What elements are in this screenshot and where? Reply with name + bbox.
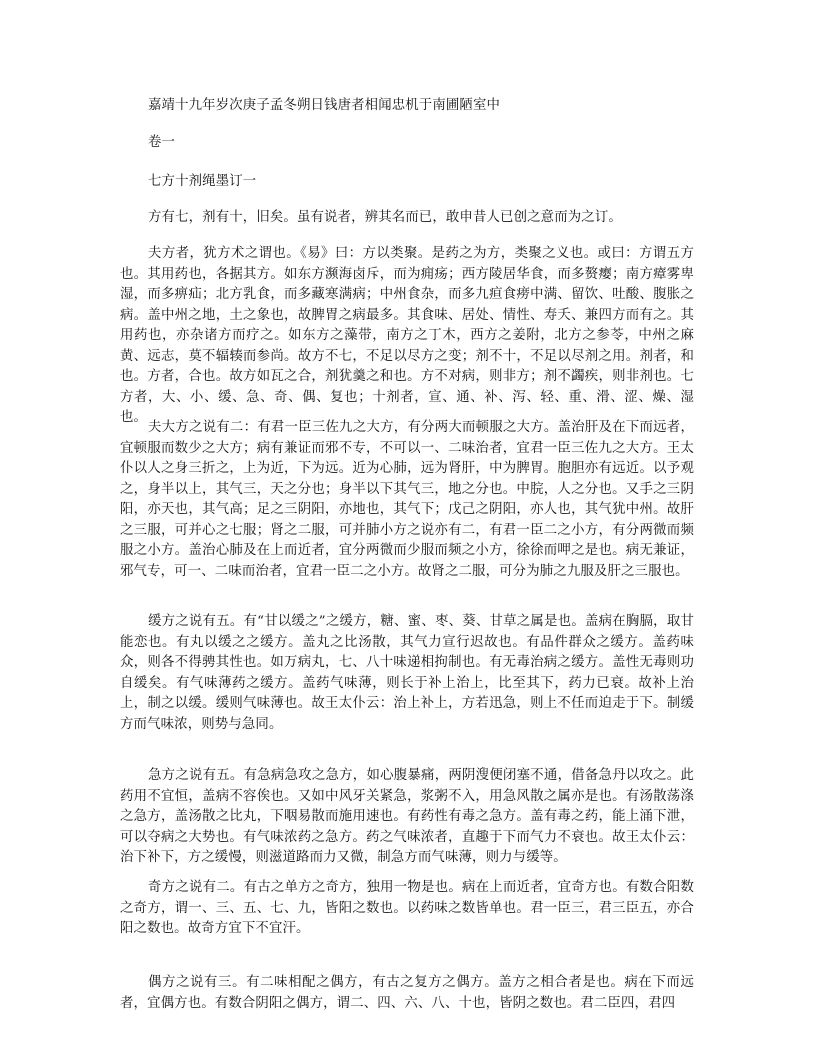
paragraph-qi-fang: 奇方之说有二。有古之单方之奇方，独用一物是也。病在上而近者，宜奇方也。有数合阳数之奇方，谓一、三、五、七、九，皆阳之数也。以药味之数皆单也。君一臣三，君三臣五，亦合阳之数也。故奇方宜下不宜汗。: [120, 880, 694, 936]
paragraph-ji-fang: 急方之说有五。有急病急攻之急方，如心腹暴痛，两阴溲便闭塞不通，借备急丹以攻之。此药用不宜恒，盖病不容俟也。又如中风牙关紧急，浆粥不入，用急风散之属亦是也。有汤散荡涤之急方，盖汤散之比丸，下咽易散而施用速也。有药性有毒之急方。盖有毒之药，能上涌下泄，可以夺病之大势也。有气味浓药之急方。药之气味浓者，直趣于下而气力不衰也。故王太仆云：治下补下，方之缓慢，则滋道路而力又微，制急方而气味薄，则力与缓等。: [120, 768, 694, 865]
paragraph-preface: 方有七，剂有十，旧矣。虽有说者，辨其名而已，敢申昔人已创之意而为之订。: [148, 210, 622, 225]
volume-heading: 卷一: [148, 135, 176, 150]
dedication-line: 嘉靖十九年岁次庚子孟冬朔日钱唐者相闻忠机于南圃陋室中: [148, 98, 501, 113]
paragraph-da-fang: 夫大方之说有二：有君一臣三佐九之大方，有分两大而顿服之大方。盖治肝及在下而远者，宜顿服而数少之大方；病有兼证而邪不专，不可以一、二味治者，宜君一臣三佐九之大方。王太仆以人之身三折之，上为近，下为远。近为心肺，远为肾肝，中为脾胃。胞胆亦有远近。以予观之，身半以上，其气三，天之分也；身半以下其气三，地之分也。中脘，人之分也。又手之三阴阳，亦天也，其气高；足之三阴阳，亦地也，其气下；戊己之阴阳，亦人也，其气犹中州。故肝之三服，可并心之七服；肾之二服，可并肺小方之说亦有二，有君一臣二之小方，有分两微而频服之小方。盖治心肺及在上而近者，宜分两微而少服而频之小方，徐徐而呷之是也。病无兼证，邪气专，可一、二味而治者，宜君一臣二之小方。故肾之二服，可分为肺之九服及肝之三服也。: [120, 420, 694, 579]
paragraph-ou-fang: 偶方之说有三。有二味相配之偶方，有古之复方之偶方。盖方之相合者是也。病在下而远者，宜偶方也。有数合阴阳之偶方，谓二、四、六、八、十也，皆阴之数也。君二臣四，君四: [120, 975, 694, 1011]
paragraph-huan-fang: 缓方之说有五。有“甘以缓之”之缓方，糖、蜜、枣、葵、甘草之属是也。盖病在胸膈，取甘能恋也。有丸以缓之之缓方。盖丸之比汤散，其气力宣行迟故也。有品件群众之缓方。盖药味众，则各不得骋其性也。如万病丸，七、八十味递相拘制也。有无毒治病之缓方。盖性无毒则功自缓矣。有气味薄药之缓方。盖药气味薄，则长于补上治上，比至其下，药力已衰。故补上治上，制之以缓。缓则气味薄也。故王太仆云：治上补上，方若迅急，则上不任而迫走于下。制缓方而气味浓，则势与急同。: [120, 614, 694, 732]
paragraph-fang-ji-definition: 夫方者，犹方术之谓也。《易》曰：方以类聚。是药之为方，类聚之义也。或曰：方谓五方也。其用药也，各据其方。如东方濒海卤斥，而为痈疡；西方陵居华食，而多赘瘿；南方瘴雾卑湿，而多痹疝；北方乳食，而多藏寒满病；中州食杂，而多九疸食痨中满、留饮、吐酸、腹胀之病。盖中州之地，土之象也，故脾胃之病最多。其食味、居处、情性、寿夭、兼四方而有之。其用药也，亦杂诸方而疗之。如东方之藻带，南方之丁木，西方之姜附，北方之参苓，中州之麻黄、远志，莫不辐辏而参尚。故方不七，不足以尽方之变；剂不十，不足以尽剂之用。剂者，和也。方者，合也。故方如瓦之合，剂犹羹之和也。方不对病，则非方；剂不蠲疾，则非剂也。七方者，大、小、缓、急、奇、偶、复也；十剂者，宣、通、补、泻、轻、重、滑、涩、燥、湿也。: [120, 246, 694, 425]
section-title: 七方十剂绳墨订一: [148, 174, 257, 189]
